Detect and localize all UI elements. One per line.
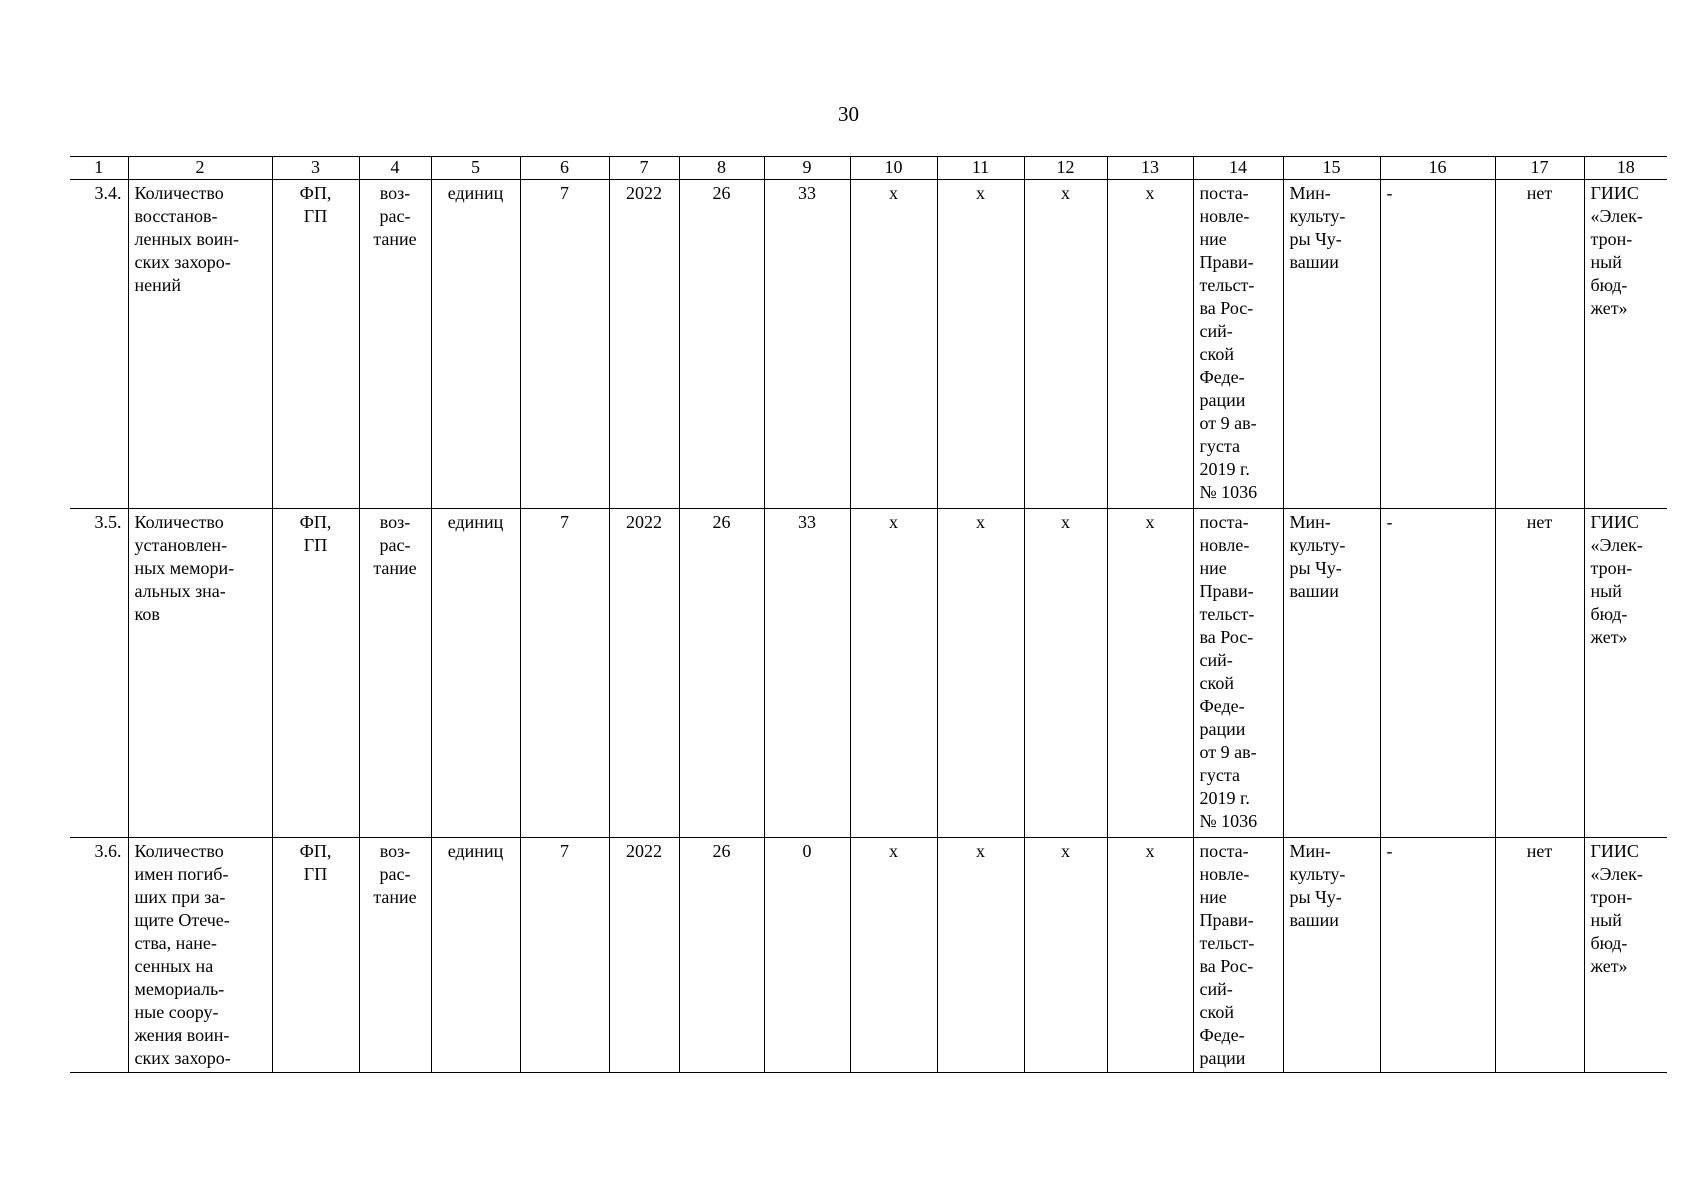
cell-number: 3.6. [70, 838, 128, 1073]
cell-document: поста- новле- ние Прави- тельст- ва Рос- сий- ской Феде- рации от 9 ав- густа 2019 г. № 1036 [1193, 180, 1283, 509]
column-header: 5 [431, 157, 520, 180]
cell-indicator-name: Количество имен погиб- ших при за- щите Отече- ства, нане- сенных на мемориаль- ные соору- жения воин- ских захоро- [128, 838, 272, 1073]
cell-col11: х [937, 509, 1024, 838]
cell-col10: х [850, 509, 937, 838]
page-number: 30 [838, 102, 859, 126]
column-header: 8 [679, 157, 764, 180]
column-header: 10 [850, 157, 937, 180]
cell-okei: 7 [520, 838, 609, 1073]
column-header: 4 [359, 157, 431, 180]
cell-base-year: 2022 [609, 838, 679, 1073]
table-row [70, 180, 1667, 509]
column-header: 3 [272, 157, 359, 180]
table-row [70, 509, 1667, 838]
cell-info-system: ГИИС «Элек- трон- ный бюд- жет» [1584, 180, 1667, 509]
cell-document: поста- новле- ние Прави- тельст- ва Рос- сий- ской Феде- рации от 9 ав- густа 2019 г. № 1036 [1193, 509, 1283, 838]
cell-col16: - [1380, 838, 1495, 1073]
column-header: 2 [128, 157, 272, 180]
cell-indicator-name: Количество восстанов- ленных воин- ских захоро- нений [128, 180, 272, 509]
cell-col16: - [1380, 180, 1495, 509]
cell-type: ФП, ГП [272, 838, 359, 1073]
cell-value: 0 [764, 838, 850, 1073]
cell-number: 3.4. [70, 180, 128, 509]
column-header: 15 [1283, 157, 1380, 180]
cell-okei: 7 [520, 180, 609, 509]
cell-col17: нет [1495, 509, 1584, 838]
table-row [70, 838, 1667, 1073]
cell-col13: х [1107, 180, 1193, 509]
cell-okei: 7 [520, 509, 609, 838]
column-header: 16 [1380, 157, 1495, 180]
cell-base-value: 26 [679, 838, 764, 1073]
cell-responsible: Мин- культу- ры Чу- вашии [1283, 180, 1380, 509]
cell-col12: х [1024, 838, 1107, 1073]
cell-col13: х [1107, 838, 1193, 1073]
cell-col11: х [937, 838, 1024, 1073]
column-header: 14 [1193, 157, 1283, 180]
cell-responsible: Мин- культу- ры Чу- вашии [1283, 838, 1380, 1073]
column-header: 9 [764, 157, 850, 180]
cell-col13: х [1107, 509, 1193, 838]
column-header: 17 [1495, 157, 1584, 180]
cell-col10: х [850, 838, 937, 1073]
cell-col16: - [1380, 509, 1495, 838]
column-header: 6 [520, 157, 609, 180]
cell-unit: единиц [431, 509, 520, 838]
cell-trend: воз- рас- тание [359, 838, 431, 1073]
column-header: 18 [1584, 157, 1667, 180]
column-header: 7 [609, 157, 679, 180]
column-header: 11 [937, 157, 1024, 180]
cell-info-system: ГИИС «Элек- трон- ный бюд- жет» [1584, 509, 1667, 838]
cell-value: 33 [764, 180, 850, 509]
cell-indicator-name: Количество установлен- ных мемори- альных зна- ков [128, 509, 272, 838]
cell-unit: единиц [431, 180, 520, 509]
cell-col12: х [1024, 509, 1107, 838]
cell-document: поста- новле- ние Прави- тельст- ва Рос- сий- ской Феде- рации [1193, 838, 1283, 1073]
cell-type: ФП, ГП [272, 180, 359, 509]
cell-number: 3.5. [70, 509, 128, 838]
cell-base-value: 26 [679, 509, 764, 838]
cell-col12: х [1024, 180, 1107, 509]
cell-value: 33 [764, 509, 850, 838]
cell-col17: нет [1495, 838, 1584, 1073]
cell-trend: воз- рас- тание [359, 180, 431, 509]
cell-col17: нет [1495, 180, 1584, 509]
cell-unit: единиц [431, 838, 520, 1073]
cell-type: ФП, ГП [272, 509, 359, 838]
cell-base-year: 2022 [609, 180, 679, 509]
cell-col10: х [850, 180, 937, 509]
column-header: 12 [1024, 157, 1107, 180]
table-header-row [70, 157, 1667, 180]
column-header: 13 [1107, 157, 1193, 180]
cell-trend: воз- рас- тание [359, 509, 431, 838]
column-header: 1 [70, 157, 128, 180]
cell-responsible: Мин- культу- ры Чу- вашии [1283, 509, 1380, 838]
cell-base-year: 2022 [609, 509, 679, 838]
cell-col11: х [937, 180, 1024, 509]
cell-base-value: 26 [679, 180, 764, 509]
cell-info-system: ГИИС «Элек- трон- ный бюд- жет» [1584, 838, 1667, 1073]
indicators-table [70, 156, 1667, 1073]
